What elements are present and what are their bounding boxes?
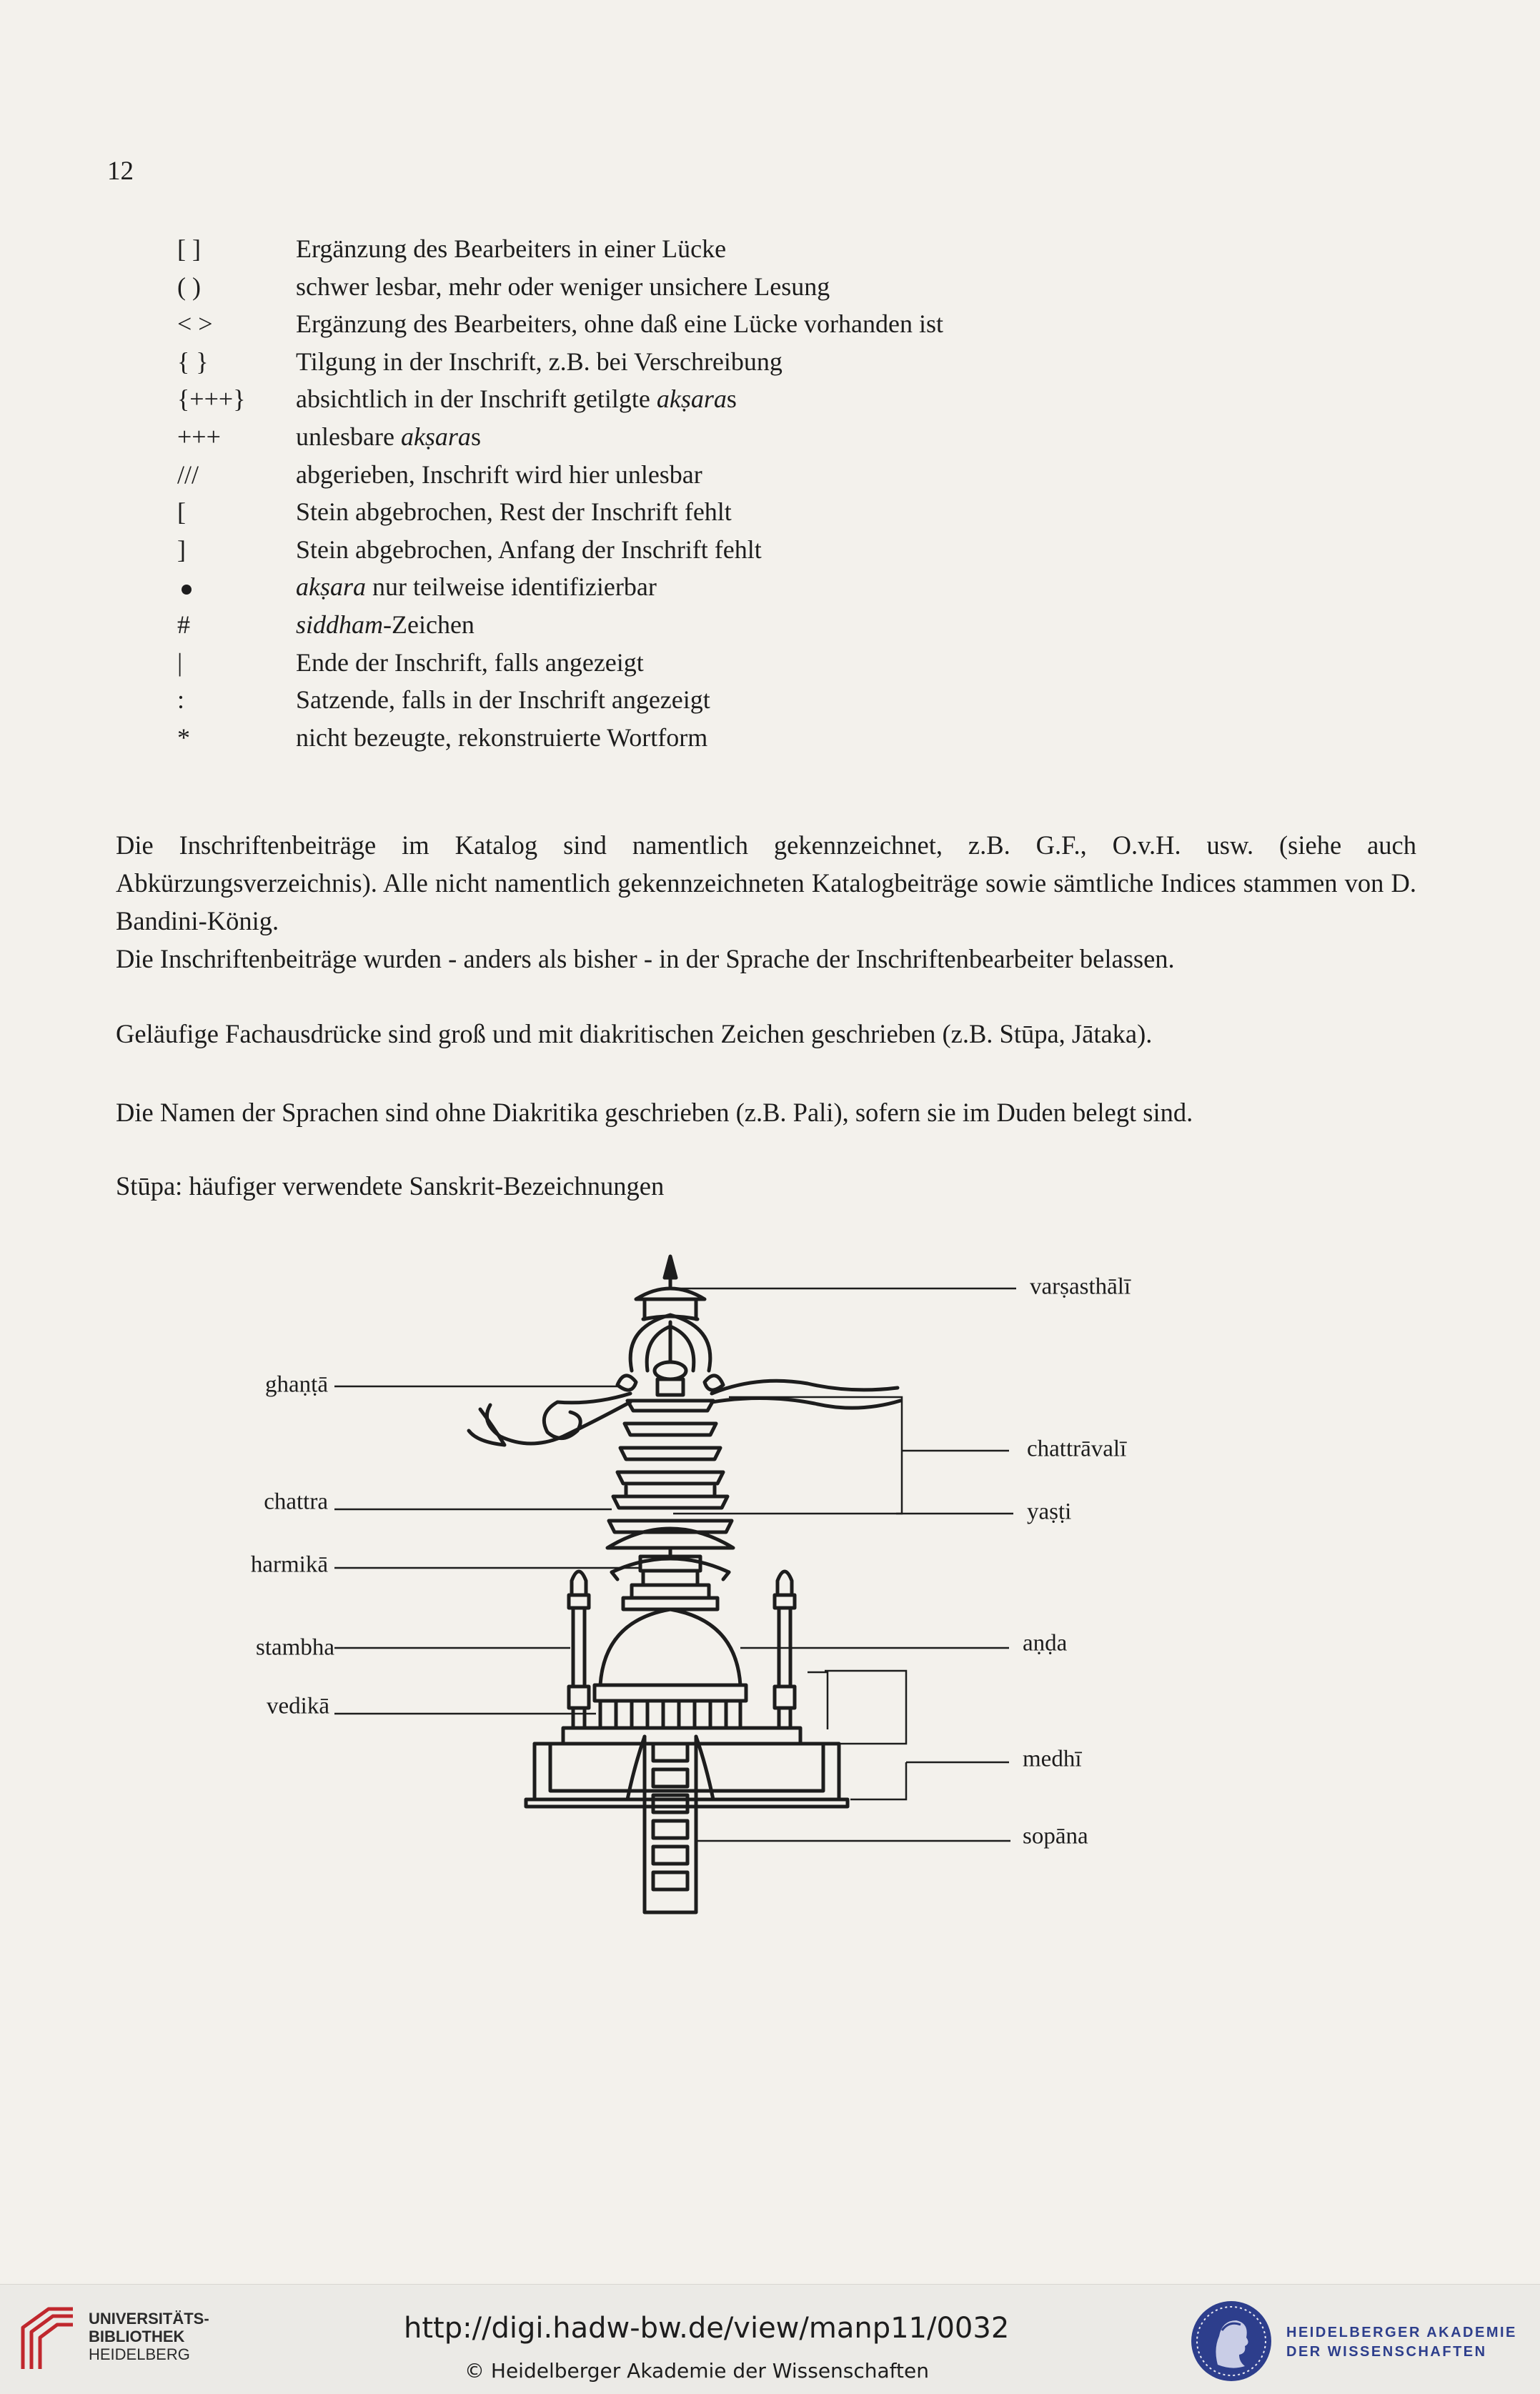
label-stambha: stambha (256, 1634, 334, 1661)
description-text: Ende der Inschrift, falls angezeigt (296, 647, 644, 677)
description-text: abgerieben, Inschrift wird hier unlesbar (296, 460, 702, 489)
label-chattravali: chattrāvalī (1027, 1436, 1127, 1462)
label-ghanta: ghaṇṭā (265, 1371, 328, 1398)
italic-term: akṣara (656, 384, 727, 414)
description-text: Stein abgebrochen, Rest der Inschrift fehlt (296, 497, 732, 527)
university-library-name (89, 2310, 209, 2363)
symbol-description (296, 681, 710, 719)
diagram-labels (251, 1274, 1131, 1849)
description-text: Tilgung in der Inschrift, z.B. bei Verschreibung (296, 347, 783, 376)
symbol-description (296, 418, 481, 456)
symbol-description (296, 568, 657, 606)
symbol-description (296, 606, 475, 644)
academy-medallion-icon (1189, 2299, 1273, 2383)
label-anda: aṇḍa (1023, 1630, 1068, 1657)
description-text: s (470, 422, 481, 451)
label-medhi: medhī (1023, 1746, 1082, 1772)
description-text: Ergänzung des Bearbeiters in einer Lücke (296, 234, 727, 263)
description-text: Ergänzung des Bearbeiters, ohne daß eine Lücke vorhanden ist (296, 309, 944, 339)
label-vedika: vedikā (267, 1693, 329, 1719)
paragraph-technical-terms: Geläufige Fachausdrücke sind groß und mit diakritischen Zeichen geschrieben (z.B. Stūpa, Jātaka). (116, 1019, 1153, 1048)
ub-line-1: UNIVERSITÄTS- (89, 2310, 209, 2328)
symbol-description (296, 719, 707, 757)
symbol-glyph: [ (177, 497, 186, 527)
symbol-glyph: ( ) (177, 272, 201, 301)
symbol-glyph: | (177, 647, 183, 677)
symbol-glyph: # (177, 610, 190, 639)
university-library-logo-icon (16, 2303, 80, 2372)
academy-name (1286, 2323, 1517, 2362)
label-varsasthali: varṣasthālī (1030, 1273, 1131, 1300)
paragraph-language: Die Inschriftenbeiträge wurden - anders als bisher - in der Sprache der Inschriftenbearbeiter belassen. (116, 944, 1175, 973)
ub-line-2: BIBLIOTHEK (89, 2328, 185, 2345)
description-text: s (726, 384, 737, 414)
italic-term: akṣara (400, 422, 471, 451)
description-text: absichtlich in der Inschrift getilgte (296, 384, 657, 414)
symbol-glyph: [ ] (177, 234, 201, 263)
copyright-notice: © Heidelberger Akademie der Wissenschaften (465, 2359, 930, 2383)
symbol-description (296, 380, 737, 418)
hadw-line-2: DER WISSENSCHAFTEN (1286, 2344, 1487, 2360)
symbol-description (296, 456, 702, 494)
symbol-description (296, 268, 830, 306)
description-text: nur teilweise identifizierbar (366, 572, 657, 602)
leader-lines (334, 1288, 1016, 1841)
symbol-glyph: : (177, 685, 185, 715)
description-text: schwer lesbar, mehr oder weniger unsichere Lesung (296, 272, 830, 301)
page-number: 12 (107, 157, 134, 186)
diagram-caption: Stūpa: häufiger verwendete Sanskrit-Bezeichnungen (116, 1171, 665, 1201)
label-sopana: sopāna (1023, 1823, 1088, 1849)
symbol-description (296, 343, 783, 381)
paragraph-contributors: Die Inschriftenbeiträge im Katalog sind namentlich gekennzeichnet, z.B. G.F., O.v.H. usw. (siehe auch Abkürzungsverzeichnis). Alle nicht namentlich gekennzeichneten Katalogbeiträge sowie sämtliche Indices stammen von D. Bandini-König. (116, 830, 1416, 935)
symbol-description (296, 644, 644, 682)
symbol-description (296, 531, 762, 569)
permalink-url[interactable]: http://digi.hadw-bw.de/view/manp11/0032 (404, 2312, 1010, 2345)
italic-term: siddham (296, 610, 384, 639)
paragraph-language-names: Die Namen der Sprachen sind ohne Diakritika geschrieben (z.B. Pali), sofern sie im Duden belegt sind. (116, 1098, 1193, 1127)
stupa-drawing (469, 1256, 900, 1912)
symbol-description (296, 493, 732, 531)
symbol-glyph: /// (177, 460, 199, 489)
description-text: unlesbare (296, 422, 401, 451)
description-text: -Zeichen (383, 610, 475, 639)
footer-bar (0, 2284, 1540, 2394)
symbol-glyph: * (177, 722, 190, 752)
description-text: Satzende, falls in der Inschrift angezeigt (296, 685, 710, 715)
symbol-glyph (177, 568, 292, 606)
symbol-glyph: ] (177, 535, 186, 564)
symbol-glyph: < > (177, 309, 213, 339)
symbol-glyph: +++ (177, 422, 221, 451)
ub-line-3: HEIDELBERG (89, 2345, 190, 2363)
description-text: Stein abgebrochen, Anfang der Inschrift fehlt (296, 535, 762, 564)
symbol-description (296, 305, 943, 343)
symbol-glyph: {+++} (177, 384, 246, 414)
italic-term: akṣara (296, 572, 366, 602)
filled-dot-icon (182, 585, 192, 595)
description-text: nicht bezeugte, rekonstruierte Wortform (296, 722, 708, 752)
symbol-glyph: { } (177, 347, 209, 376)
symbol-description (296, 230, 726, 268)
label-chattra: chattra (264, 1489, 328, 1515)
hadw-line-1: HEIDELBERGER AKADEMIE (1286, 2325, 1517, 2340)
label-harmika: harmikā (250, 1551, 328, 1578)
label-yasti: yaṣṭi (1027, 1499, 1072, 1525)
